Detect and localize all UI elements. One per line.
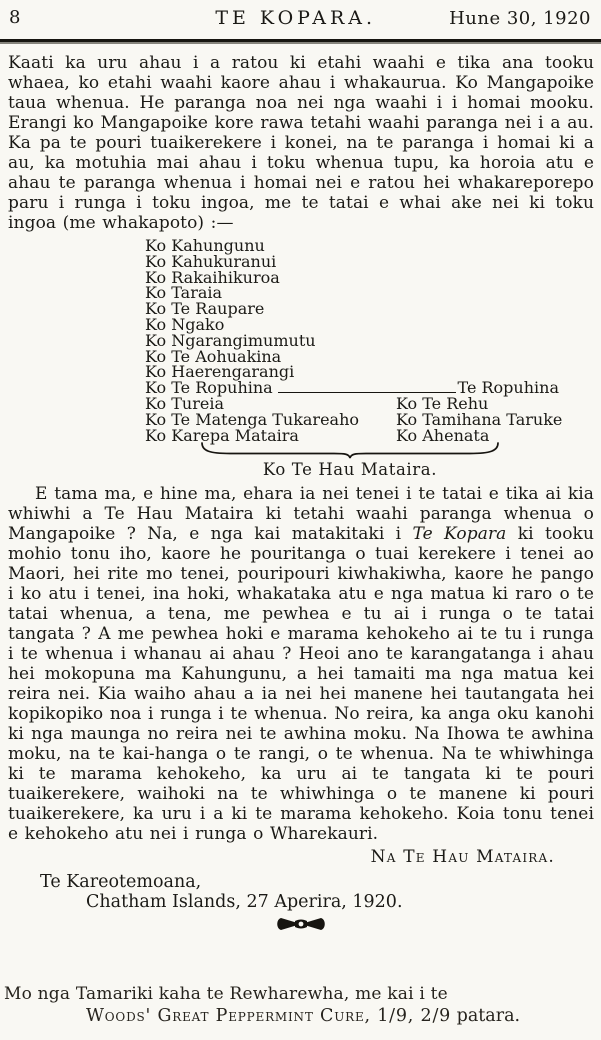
author-signature: Na Te Hau Mataira. xyxy=(370,847,555,868)
closing-date: Chatham Islands, 27 Aperira, 1920. xyxy=(86,892,403,913)
paragraph-1: Kaati ka uru ahau i a ratou ki etahi waahi e tika ana tooku whaea, ko etahi waahi kaore ahau i whakaurua. Ko Mangapoike taua whenua. He paranga noa nei nga waahi i i homai mooku. Erangi ko Mangapoike kore rawa tetahi waahi paranga nei i a au. Ka pa te pouri tuaikerekere i konei, na te paranga i homai ki a au, ka motuhia mai ahau i toku whenua tupu, ka horoia atu e ahau te paranga whenua i homai nei e ratou hei whakareporepo paru i runga i toku ingoa, me te tatai e whai ake nei ki toku ingoa (me whakapoto) :— xyxy=(8,53,594,233)
under-brace-icon xyxy=(200,442,500,459)
genealogy-name: Te Ropuhina xyxy=(457,378,559,398)
masthead-title: TE KOPARA. xyxy=(215,7,377,29)
genealogy-name: Ko Taraia xyxy=(145,283,223,303)
closing-place: Te Kareotemoana, xyxy=(40,872,202,893)
signature-line xyxy=(0,847,601,867)
genealogy-row xyxy=(145,409,563,429)
genealogy-name: Ko Haerengarangi xyxy=(145,362,295,382)
advertisement xyxy=(0,984,601,1026)
ornament-row xyxy=(0,916,601,936)
fleuron-ornament-icon xyxy=(273,916,329,932)
genealogy-name: Ko Te Ropuhina xyxy=(145,378,273,398)
genealogy-caption: Ko Te Hau Mataira. xyxy=(262,460,438,480)
genealogy-name: Ko Rakaihikuroa xyxy=(145,267,280,287)
genealogy-section xyxy=(0,236,601,479)
page-number: 8 xyxy=(9,7,21,28)
genealogy-name: Ko Karepa Mataira xyxy=(145,425,299,445)
ad-product-name: Woods' Great Peppermint Cure, 1/9, 2/9 xyxy=(86,1006,452,1026)
genealogy-name: Ko Ngako xyxy=(145,314,225,334)
genealogy-name: Ko Tamihana Taruke xyxy=(396,409,563,429)
genealogy-rows xyxy=(145,236,563,445)
genealogy-row xyxy=(145,283,559,303)
genealogy-name: Ko Tureia xyxy=(145,393,224,413)
genealogy-row xyxy=(145,251,559,271)
genealogy-name: Ko Ahenata xyxy=(396,425,490,445)
genealogy-row xyxy=(145,236,559,255)
genealogy-name: Ko Te Raupare xyxy=(145,299,265,319)
genealogy-row xyxy=(145,330,559,350)
header-rule xyxy=(0,39,601,42)
genealogy-name: Ko Ngarangimumutu xyxy=(145,330,316,350)
ad-text-line1: Mo nga Tamariki kaha te Rewharewha, me kai i te xyxy=(4,984,448,1004)
publication-name-italic: Te Kopara xyxy=(412,524,507,545)
issue-date: Hune 30, 1920 xyxy=(449,8,591,29)
paragraph-2-text: ki tooku mohio tonu iho, kaore he pouritanga o tuai kerekere i tenei ao Maori, hei rite mo tenei, pouripouri kiwhakiwha, kaore he pango i ko atu i tenei, ina hoki, whakataka atu e nga matua ki raro o te tatai whenua, a tena, me pewhea e tu ai i runga o te tatai tangata ? A me pewhea hoki e marama kehokeho ai te tu i runga i te whenua i whanau ai ahau ? Heoi ano te karangatanga i ahau hei mokopuna ma Kahungunu, a hei tamaiti ma nga matua kei reira nei. Kia waiho ahau a ia nei hei manene hei tautangata hei kopikopiko noa i runga i te whenua. No reira, ka anga oku kanohi ki nga maunga no reira nei te awhina moku. Na Ihowa te awhina moku, na te kai-hanga o te rangi, o te whenua. Na te whiwhinga ki te marama kehokeho, ka uru ai te tangata ki te pouri tuaikerekere, waihoki na te whiwhinga o te manene ki pouri tuaikerekere, ka uru i a ki te marama kehokeho. Koia tonu tenei e kehokeho atu nei i runga o Wharekauri. xyxy=(8,524,594,845)
genealogy-row xyxy=(145,314,559,334)
paragraph-2 xyxy=(0,484,601,844)
genealogy-name: Ko Kahungunu xyxy=(145,236,265,255)
genealogy-row xyxy=(145,299,559,319)
genealogy-row xyxy=(145,267,559,287)
genealogy-name: Ko Te Matenga Tukareaho xyxy=(145,409,360,429)
genealogy-name: Ko Te Aohuakina xyxy=(145,346,282,366)
paragraph-2-text: E tama ma, e hine ma, ehara ia nei tenei i te tatai e tika ai kia whiwhi a Te Hau Mataira ki tetahi waahi paranga whenua o Mangapoike ? Na, e nga kai matakitaki i xyxy=(8,484,594,545)
genealogy-row xyxy=(145,346,559,366)
genealogy-name: Ko Te Rehu xyxy=(396,393,489,413)
genealogy-brace-block xyxy=(195,442,505,479)
genealogy-row xyxy=(145,362,559,382)
genealogy-name: Ko Kahukuranui xyxy=(145,251,277,271)
page-header xyxy=(0,0,601,33)
ad-text-line2 xyxy=(0,1006,601,1026)
ad-price-tail: patara. xyxy=(451,1006,521,1026)
